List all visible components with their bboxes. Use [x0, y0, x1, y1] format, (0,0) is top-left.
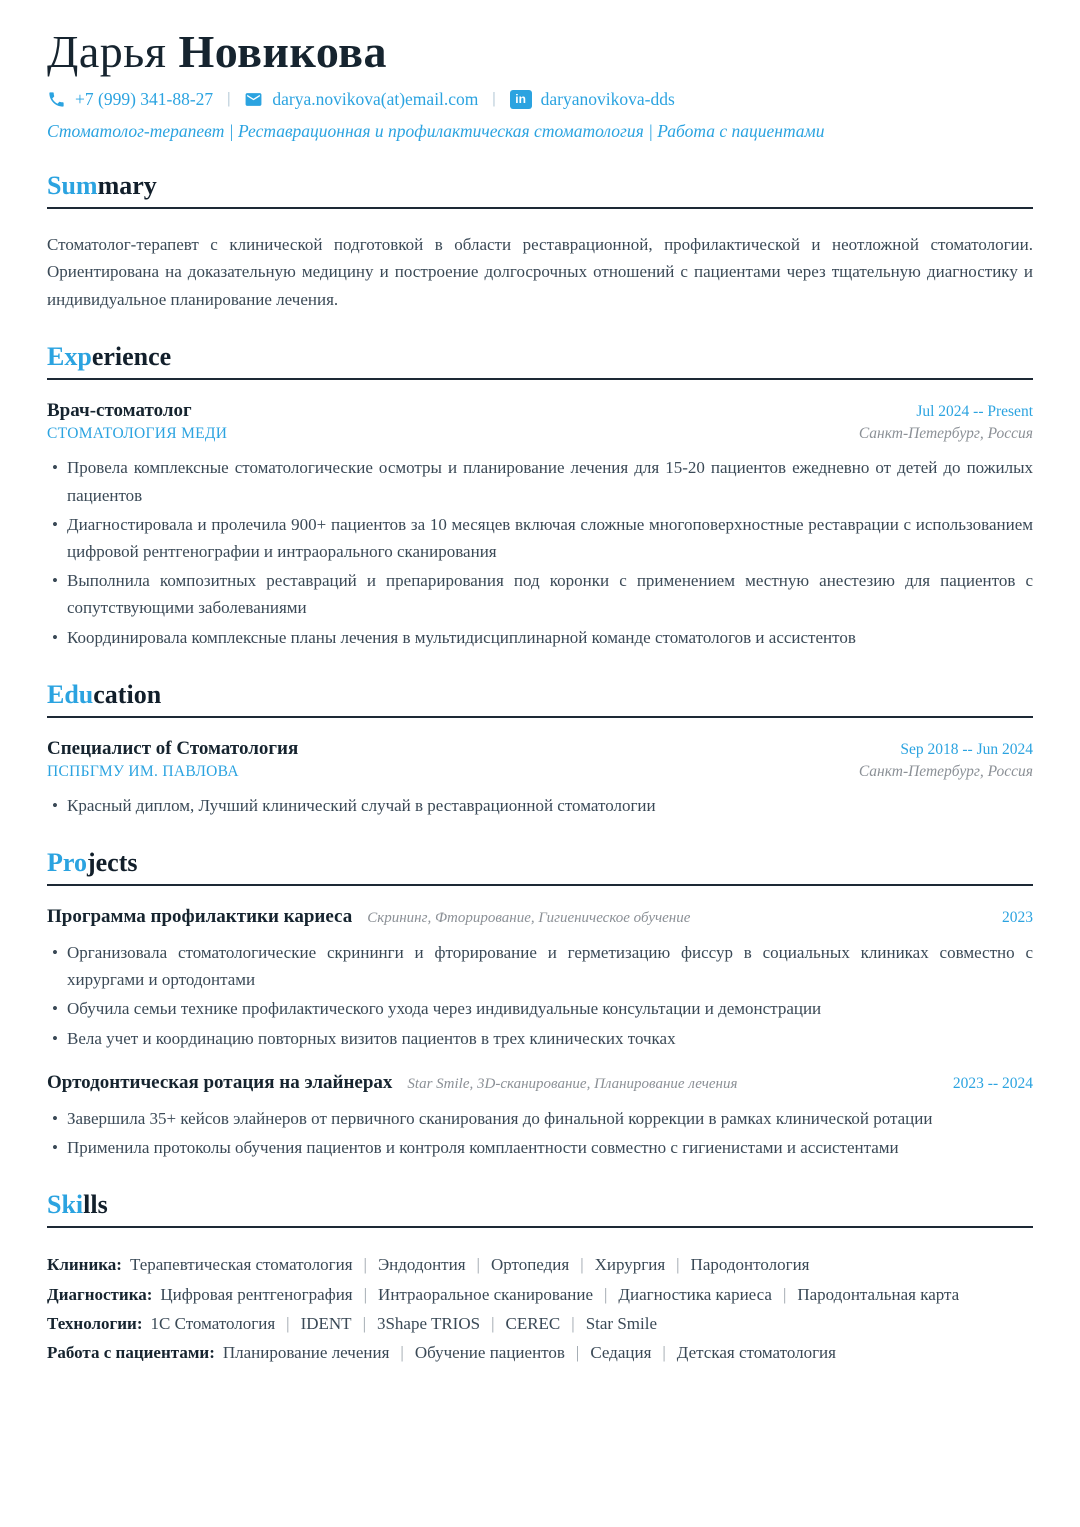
experience-heading: [47, 342, 1033, 380]
project-head: [47, 1072, 1033, 1094]
skill-separator: |: [662, 1343, 666, 1363]
skill-separator: |: [363, 1255, 367, 1275]
bullet-item: • Красный диплом, Лучший клинический случай в реставрационной стоматологии: [67, 792, 1033, 819]
skill-separator: |: [400, 1343, 404, 1363]
skill-category-label: Диагностика:: [47, 1284, 153, 1304]
bullet-item: • Координировала комплексные планы лечения в мультидисциплинарной команде стоматологов и ассистентов: [67, 624, 1033, 651]
job-title: Врач-стоматолог: [47, 400, 192, 422]
last-name: Новикова: [178, 26, 388, 77]
project-tags: Star Smile, 3D-сканирование, Планирование лечения: [407, 1075, 738, 1092]
skill-items: [150, 1314, 657, 1333]
contact-separator: |: [492, 90, 496, 108]
phone-text: +7 (999) 341-88-27: [75, 88, 214, 109]
skill-item: 1С Стоматология: [150, 1313, 276, 1333]
skill-item: IDENT: [300, 1313, 352, 1333]
skill-items: [223, 1343, 836, 1362]
skill-separator: |: [362, 1313, 366, 1333]
bullet-item: • Применила протоколы обучения пациентов и контроля комплаентности совместно с гигиенистами и ассистентами: [67, 1134, 1033, 1161]
heading-accent: Exp: [47, 342, 92, 372]
project-name: Ортодонтическая ротация на элайнерах: [47, 1071, 393, 1093]
experience-entry-sub: [47, 425, 1033, 443]
degree-title: Специалист of Стоматология: [47, 737, 299, 759]
skill-separator: |: [575, 1343, 580, 1363]
experience-entry-head: [47, 400, 1033, 422]
bullet-item: • Вела учет и координацию повторных визитов пациентов в трех клинических точках: [67, 1025, 1033, 1052]
resume-header: [47, 26, 1033, 142]
heading-rest: mary: [97, 170, 157, 200]
tagline: Стоматолог-терапевт | Реставрационная и профилактическая стоматология | Работа с пациентами: [47, 120, 825, 141]
bullet-item: • Завершила 35+ кейсов элайнеров от первичного сканирования до финальной коррекции в рамках клинической ротации: [67, 1105, 1033, 1132]
section-skills: [47, 1190, 1033, 1368]
heading-rest: jects: [86, 847, 138, 877]
skill-separator: |: [476, 1255, 480, 1275]
linkedin-icon: in: [510, 90, 532, 109]
projects-heading: [47, 848, 1033, 886]
skill-category-label: Технологии:: [47, 1313, 143, 1333]
summary-heading: [47, 171, 1033, 209]
skill-row: [47, 1250, 1033, 1279]
email-icon: [244, 90, 263, 109]
job-location: Санкт-Петербург, Россия: [858, 425, 1033, 443]
skill-item: Пародонтальная карта: [797, 1284, 960, 1304]
experience-entry: [47, 400, 1033, 650]
project-dates: 2023 -- 2024: [952, 1074, 1033, 1092]
skill-item: Эндодонтия: [377, 1255, 466, 1275]
skill-separator: |: [491, 1313, 495, 1333]
company-name: СТОМАТОЛОГИЯ МЕДИ: [47, 425, 228, 443]
skill-category-label: Клиника:: [47, 1255, 122, 1275]
email-link[interactable]: [244, 89, 478, 110]
skill-row: [47, 1309, 1033, 1338]
skill-items: [130, 1255, 810, 1274]
skill-item: 3Shape TRIOS: [376, 1313, 481, 1333]
heading-rest: lls: [83, 1190, 108, 1220]
contact-row: [47, 89, 1033, 110]
project-bullets: [47, 939, 1033, 1052]
experience-bullets: [47, 454, 1033, 650]
skill-item: CEREC: [505, 1313, 561, 1333]
education-entry: [47, 738, 1033, 819]
linkedin-text: daryanovikova-dds: [540, 88, 675, 109]
skill-item: Цифровая рентгенография: [160, 1284, 353, 1304]
bullet-item: • Провела комплексные стоматологические осмотры и планирование лечения для 15-20 пациентов ежедневно от детей до пожилых пациентов: [67, 454, 1033, 508]
skill-item: Диагностика кариеса: [618, 1284, 772, 1304]
project-bullets: [47, 1105, 1033, 1161]
summary-text: Стоматолог-терапевт с клинической подготовкой в области реставрационной, профилактической и неотложной стоматологии. Ориентирована на доказательную медицину и построение долгосрочных отношений с пациентами через тщательную диагностику и индивидуальное планирование лечения.: [47, 234, 1033, 309]
heading-accent: Pro: [47, 847, 87, 877]
project-entry: [47, 1072, 1033, 1161]
skill-item: Пародонтология: [690, 1255, 810, 1275]
skill-item: Терапевтическая стоматология: [129, 1255, 353, 1275]
education-entry-head: [47, 738, 1033, 760]
skill-item: Детская стоматология: [676, 1343, 836, 1363]
skill-separator: |: [580, 1255, 584, 1275]
project-entry: [47, 906, 1033, 1052]
skill-separator: |: [676, 1255, 680, 1275]
bullet-item: • Выполнила композитных реставраций и препарирования под коронки с применением местную анестезию для пациентов с сопутствующими заболеваниями: [67, 567, 1033, 621]
section-education: [47, 680, 1033, 819]
page-title: [47, 26, 1033, 79]
heading-rest: cation: [93, 679, 162, 709]
heading-rest: erience: [91, 342, 172, 372]
skill-separator: |: [604, 1284, 608, 1304]
heading-accent: Sum: [47, 170, 98, 200]
project-name: Программа профилактики кариеса: [47, 905, 353, 927]
email-text: darya.novikova(at)email.com: [272, 88, 479, 109]
project-tags: Скрининг, Фторирование, Гигиеническое обучение: [367, 909, 691, 926]
section-projects: [47, 848, 1033, 1161]
education-dates: Sep 2018 -- Jun 2024: [900, 740, 1033, 758]
skill-row: [47, 1280, 1033, 1309]
skills-block: [47, 1250, 1033, 1368]
bullet-item: • Диагностировала и пролечила 900+ пациентов за 10 месяцев включая сложные многоповерхностные реставрации с использованием цифровой рентгенографии и интраорального сканирования: [67, 511, 1033, 565]
first-name: Дарья: [47, 26, 167, 77]
project-head: [47, 906, 1033, 928]
skill-item: Планирование лечения: [222, 1343, 390, 1363]
skill-separator: |: [782, 1284, 787, 1304]
skill-item: Хирургия: [594, 1255, 666, 1275]
skills-heading: [47, 1190, 1033, 1228]
education-entry-sub: [47, 763, 1033, 781]
job-dates: Jul 2024 -- Present: [916, 403, 1033, 421]
skill-item: Star Smile: [585, 1313, 657, 1333]
skill-item: Ортопедия: [490, 1255, 570, 1275]
skill-item: Обучение пациентов: [414, 1343, 565, 1363]
linkedin-link[interactable]: [510, 89, 675, 110]
skill-item: Интраоральное сканирование: [378, 1284, 594, 1304]
skill-row: [47, 1338, 1033, 1367]
skill-item: Седация: [590, 1343, 652, 1363]
heading-accent: Ski: [47, 1190, 84, 1220]
school-name: ПСПБГМУ ИМ. ПАВЛОВА: [47, 762, 239, 780]
education-heading: [47, 680, 1033, 718]
skill-category-label: Работа с пациентами:: [47, 1343, 215, 1363]
project-dates: 2023: [1002, 908, 1033, 926]
education-location: Санкт-Петербург, Россия: [858, 762, 1033, 780]
education-bullets: [47, 792, 1033, 819]
section-experience: [47, 342, 1033, 650]
skill-separator: |: [363, 1284, 368, 1304]
skill-separator: |: [286, 1313, 290, 1333]
bullet-item: • Организовала стоматологические скрининги и фторирование и герметизацию фиссур в социальных клиниках совместно с хирургами и ортодонтами: [67, 939, 1033, 993]
contact-separator: |: [227, 90, 231, 108]
skill-items: [160, 1285, 959, 1304]
phone-icon: [47, 90, 66, 109]
skill-separator: |: [571, 1313, 575, 1333]
bullet-item: • Обучила семьи технике профилактического ухода через индивидуальные консультации и демонстрации: [67, 995, 1033, 1022]
phone-link[interactable]: [47, 89, 213, 110]
section-summary: [47, 171, 1033, 314]
heading-accent: Edu: [47, 679, 94, 709]
